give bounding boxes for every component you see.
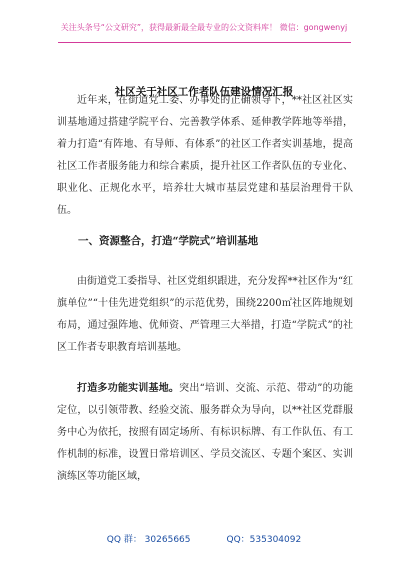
footer-qq: QQ：535304092 bbox=[226, 535, 302, 545]
header-banner: 关注头条号“公文研究”，获得最新最全最专业的公文资料库！ 微信：gongwenyj bbox=[60, 23, 348, 32]
document-title: 社区关于社区工作者队伍建设情况汇报 bbox=[114, 86, 294, 98]
section-1-paragraph: 由街道党工委指导、社区党组织跟进，充分发挥**社区作为“红旗单位”“十佳先进党组织”的示范优势，围绕2200㎡社区阵地规划布局，通过强阵地、优师资、严管理三大举措，打造“学院式”的社区工作者专职教育培训基地。 bbox=[57, 276, 353, 353]
subsection-lead: 打造多功能实训基地。 bbox=[77, 383, 180, 394]
subsection-text: 突出“培训、交流、示范、带动”的功能定位，以引领带教、经验交流、服务群众为导向，以**社区党群服务中心为依托，按照有固定场所、有标识标牌、有工作队伍、有工作机制的标准，设置日常培训区、学员交流区、专题个案区、实训演练区等功能区域， bbox=[57, 383, 353, 482]
footer-qq-group: QQ 群： 30265665 bbox=[106, 535, 191, 545]
footer bbox=[0, 532, 408, 545]
section-heading-1: 一、资源整合，打造“学院式”培训基地 bbox=[78, 235, 259, 247]
intro-paragraph: 近年来，在街道党工委、办事处的正确领导下，**社区社区实训基地通过搭建学院平台、完善教学体系、延伸教学阵地等举措，着力打造“有阵地、有导师、有体系”的社区工作者实训基地，提高社区工作者服务能力和综合素质，提升社区工作者队伍的专业化、职业化、正规化水平，培养壮大城市基层党建和基层治理骨干队伍。 bbox=[57, 95, 353, 216]
subsection-paragraph bbox=[57, 378, 353, 488]
header-divider bbox=[58, 42, 351, 43]
